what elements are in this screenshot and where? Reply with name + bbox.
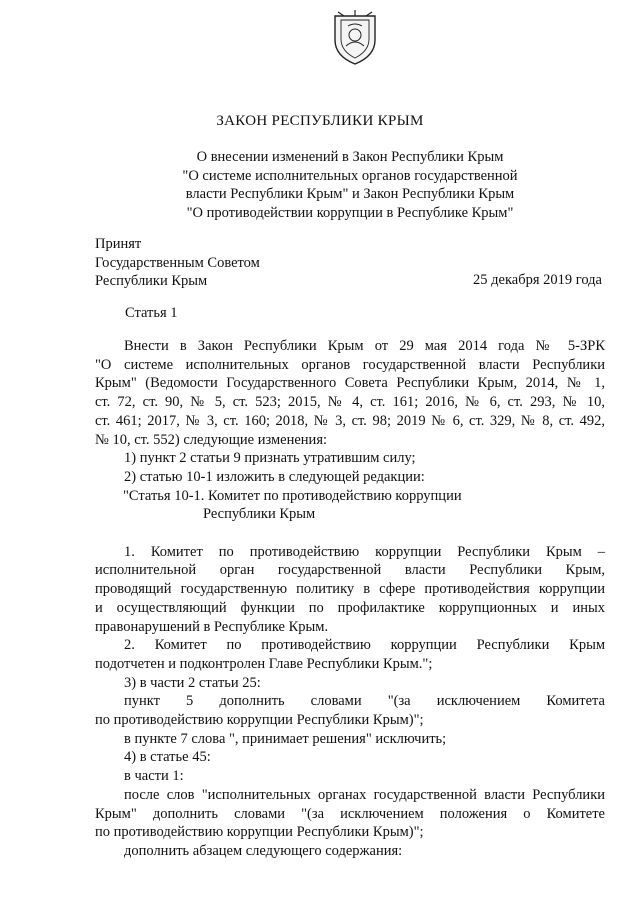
- subtitle-line: "О системе исполнительных органов государственной: [182, 167, 518, 184]
- article-body: [95, 337, 605, 861]
- article-heading: Статья 1: [125, 305, 178, 321]
- subtitle-line: "О противодействии коррупции в Республике Крым": [186, 204, 514, 221]
- part1-line: и осуществляющий функции по профилактике коррупционных и иных: [95, 599, 605, 616]
- part1-line: 1. Комитет по противодействию коррупции Республики Крым –: [124, 543, 605, 560]
- intro-line: Крым" (Ведомости Государственного Совета Республики Крым, 2014, № 1,: [95, 375, 605, 392]
- part1-line: проводящий государственную политику в сфере противодействия коррупции: [95, 581, 605, 598]
- new-article-heading: Республики Крым: [203, 506, 316, 523]
- subtitle-line: власти Республики Крым" и Закон Республики Крым: [185, 186, 515, 203]
- intro-line: № 10, ст. 552) следующие изменения:: [95, 431, 328, 448]
- part2-line: 2. Комитет по противодействию коррупции Республики Крым: [124, 637, 605, 654]
- item3-a-line: пункт 5 дополнить словами "(за исключением Комитета: [124, 693, 605, 710]
- amendment-item-1: 1) пункт 2 статьи 9 признать утратившим силу;: [124, 450, 416, 467]
- item4-part: в части 1:: [124, 768, 184, 785]
- adoption-date: 25 декабря 2019 года: [473, 272, 602, 288]
- crimea-coat-of-arms-icon: [330, 10, 380, 66]
- adoption-line: Принят: [95, 236, 142, 252]
- adoption-block: [95, 235, 260, 291]
- amendment-item-2: 2) статью 10-1 изложить в следующей редакции:: [124, 468, 425, 485]
- new-article-heading: "Статья 10-1. Комитет по противодействию коррупции: [123, 487, 462, 504]
- item3-a-line: по противодействию коррупции Республики Крым)";: [95, 712, 424, 729]
- intro-line: "О системе исполнительных органов государственной власти Республики: [95, 356, 605, 373]
- item4-a-line: Крым" дополнить словами "(за исключением положения о Комитете: [95, 805, 605, 822]
- intro-line: Внести в Закон Республики Крым от 29 мая 2014 года № 5-ЗРК: [124, 338, 605, 354]
- spacer: [95, 524, 605, 543]
- law-title: ЗАКОН РЕСПУБЛИКИ КРЫМ: [216, 113, 424, 129]
- item4-b: дополнить абзацем следующего содержания:: [124, 842, 403, 859]
- subtitle-line: О внесении изменений в Закон Республики Крым: [196, 149, 504, 165]
- amendment-item-4: 4) в статье 45:: [124, 749, 211, 766]
- intro-line: ст. 461; 2017, № 3, ст. 160; 2018, № 3, ст. 98; 2019 № 6, ст. 329, № 8, ст. 492,: [95, 412, 605, 429]
- adoption-line: Государственным Советом: [95, 254, 260, 271]
- intro-line: ст. 72, ст. 90, № 5, ст. 523; 2015, № 4, ст. 161; 2016, № 6, ст. 293, № 10,: [95, 394, 605, 411]
- item4-a-line: после слов "исполнительных органах государственной власти Республики: [124, 786, 605, 803]
- amendment-item-3: 3) в части 2 статьи 25:: [124, 674, 261, 691]
- part2-line: подотчетен и подконтролен Главе Республики Крым.";: [95, 655, 433, 672]
- law-subtitle: [150, 148, 550, 222]
- item3-b: в пункте 7 слова ", принимает решения" исключить;: [124, 730, 447, 747]
- part1-line: правонарушений в Республике Крым.: [95, 618, 329, 635]
- adoption-line: Республики Крым: [95, 273, 208, 289]
- part1-line: исполнительной орган государственной власти Республики Крым,: [95, 562, 605, 579]
- item4-a-line: по противодействию коррупции Республики Крым)";: [95, 824, 424, 841]
